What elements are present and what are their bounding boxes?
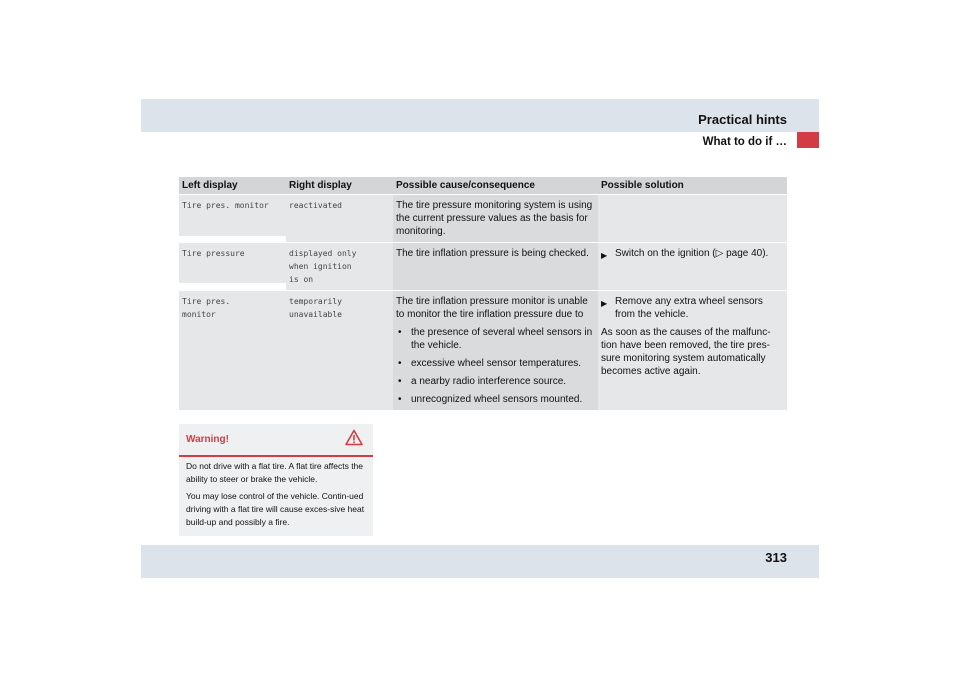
cause-text: The tire inflation pressure monitor is unable to monitor the tire inflation pressure due to	[396, 296, 588, 320]
solution-action	[601, 295, 783, 321]
right-display-cell: reactivated	[286, 195, 393, 242]
table-row	[179, 242, 787, 290]
header-solution: Possible solution	[601, 180, 684, 191]
display-message-table	[179, 177, 787, 410]
action-arrow-icon: ▶	[601, 299, 608, 308]
table-row	[179, 194, 787, 242]
warning-paragraph: You may lose control of the vehicle. Contin-ued driving with a flat tire will cause exces-sive heat build-up and possibly a fire.	[186, 491, 365, 527]
bullet-text: unrecognized wheel sensors mounted.	[411, 394, 583, 405]
page-number: 313	[765, 550, 787, 565]
warning-body	[179, 457, 373, 529]
list-item	[396, 375, 594, 388]
bullet-text: the presence of several wheel sensors in the vehicle.	[411, 327, 593, 351]
chapter-tab-marker	[797, 132, 819, 148]
solution-action	[601, 247, 783, 262]
table-header	[179, 177, 787, 194]
section-title: Practical hints	[698, 112, 787, 127]
header-cause: Possible cause/consequence	[396, 180, 535, 191]
action-arrow-icon: ▶	[601, 251, 608, 260]
header-left-display: Left display	[182, 180, 238, 191]
footer-band	[141, 545, 819, 578]
bullet-icon: •	[398, 358, 402, 369]
left-display-cell: Tire pres. monitor	[179, 195, 286, 236]
header-right-display: Right display	[289, 180, 352, 191]
solution-text: As soon as the causes of the malfunc-tion have been removed, the tire pres-sure monitoring system automatically becomes active again.	[601, 327, 771, 377]
bullet-text: a nearby radio interference source.	[411, 376, 567, 387]
warning-header	[179, 424, 373, 457]
cause-cell: The tire inflation pressure is being checked.	[393, 243, 598, 290]
solution-action-text: Switch on the ignition (▷ page 40).	[615, 248, 769, 259]
left-display-cell: Tire pressure	[179, 243, 286, 283]
cause-cell	[393, 291, 598, 410]
warning-title: Warning!	[186, 434, 229, 445]
list-item	[396, 357, 594, 370]
bullet-icon: •	[398, 394, 402, 405]
warning-paragraph: Do not drive with a flat tire. A flat tire affects the ability to steer or brake the vehicle.	[186, 461, 364, 484]
solution-action-text: Remove any extra wheel sensors from the vehicle.	[615, 296, 763, 320]
bullet-text: excessive wheel sensor temperatures.	[411, 358, 582, 369]
list-item	[396, 326, 594, 352]
list-item	[396, 393, 594, 406]
solution-cell	[598, 195, 787, 242]
section-subtitle: What to do if …	[702, 136, 787, 148]
table-row	[179, 290, 787, 410]
cause-cell: The tire pressure monitoring system is using the current pressure values as the basis for monitoring.	[393, 195, 598, 242]
bullet-icon: •	[398, 327, 402, 338]
right-display-cell: temporarily unavailable	[286, 291, 393, 410]
left-display-cell: Tire pres. monitor	[179, 291, 286, 410]
warning-box	[179, 424, 373, 536]
warning-triangle-icon	[345, 429, 363, 450]
right-display-cell: displayed only when ignition is on	[286, 243, 393, 290]
solution-cell	[598, 243, 787, 290]
bullet-icon: •	[398, 376, 402, 387]
solution-cell	[598, 291, 787, 410]
